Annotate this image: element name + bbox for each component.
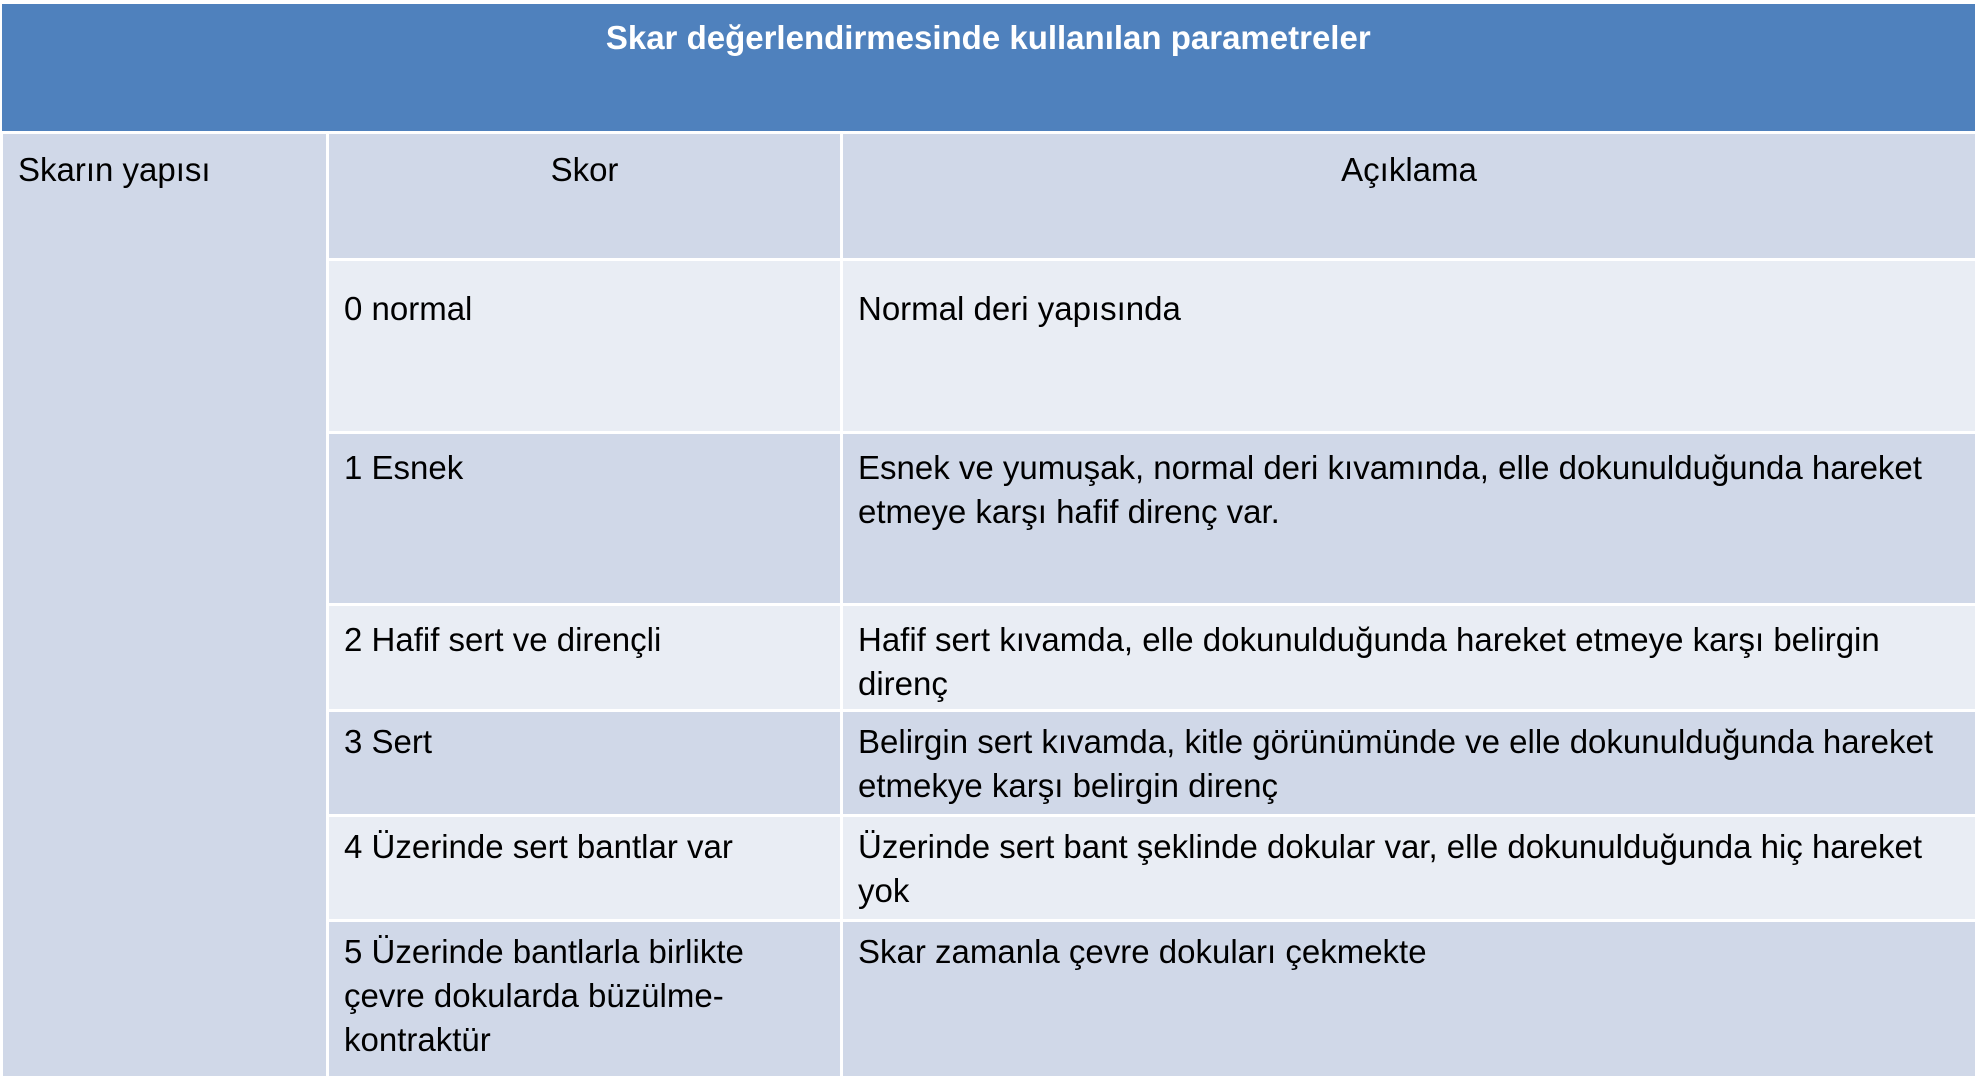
score-cell: 5 Üzerinde bantlarla birlikte çevre dokularda büzülme-kontraktür xyxy=(328,920,842,1077)
description-cell: Skar zamanla çevre dokuları çekmekte xyxy=(842,920,1975,1077)
score-cell: 2 Hafif sert ve dirençli xyxy=(328,604,842,710)
score-cell: 0 normal xyxy=(328,259,842,432)
column-header-description: Açıklama xyxy=(842,132,1975,259)
title-row xyxy=(2,4,1975,132)
description-cell: Hafif sert kıvamda, elle dokunulduğunda hareket etmeye karşı belirgin direnç xyxy=(842,604,1975,710)
description-cell: Esnek ve yumuşak, normal deri kıvamında, elle dokunulduğunda hareket etmeye karşı hafif direnç var. xyxy=(842,432,1975,604)
description-cell: Normal deri yapısında xyxy=(842,259,1975,432)
column-header-score: Skor xyxy=(328,132,842,259)
description-cell: Üzerinde sert bant şeklinde dokular var, elle dokunulduğunda hiç hareket yok xyxy=(842,815,1975,920)
description-cell: Belirgin sert kıvamda, kitle görünümünde ve elle dokunulduğunda hareket etmekye karşı belirgin direnç xyxy=(842,710,1975,815)
table-title: Skar değerlendirmesinde kullanılan parametreler xyxy=(2,4,1975,132)
parameter-label: Skarın yapısı xyxy=(2,132,328,1077)
column-header-row xyxy=(2,132,1975,259)
scar-parameters-table xyxy=(0,4,1975,1079)
score-cell: 3 Sert xyxy=(328,710,842,815)
score-cell: 4 Üzerinde sert bantlar var xyxy=(328,815,842,920)
score-cell: 1 Esnek xyxy=(328,432,842,604)
